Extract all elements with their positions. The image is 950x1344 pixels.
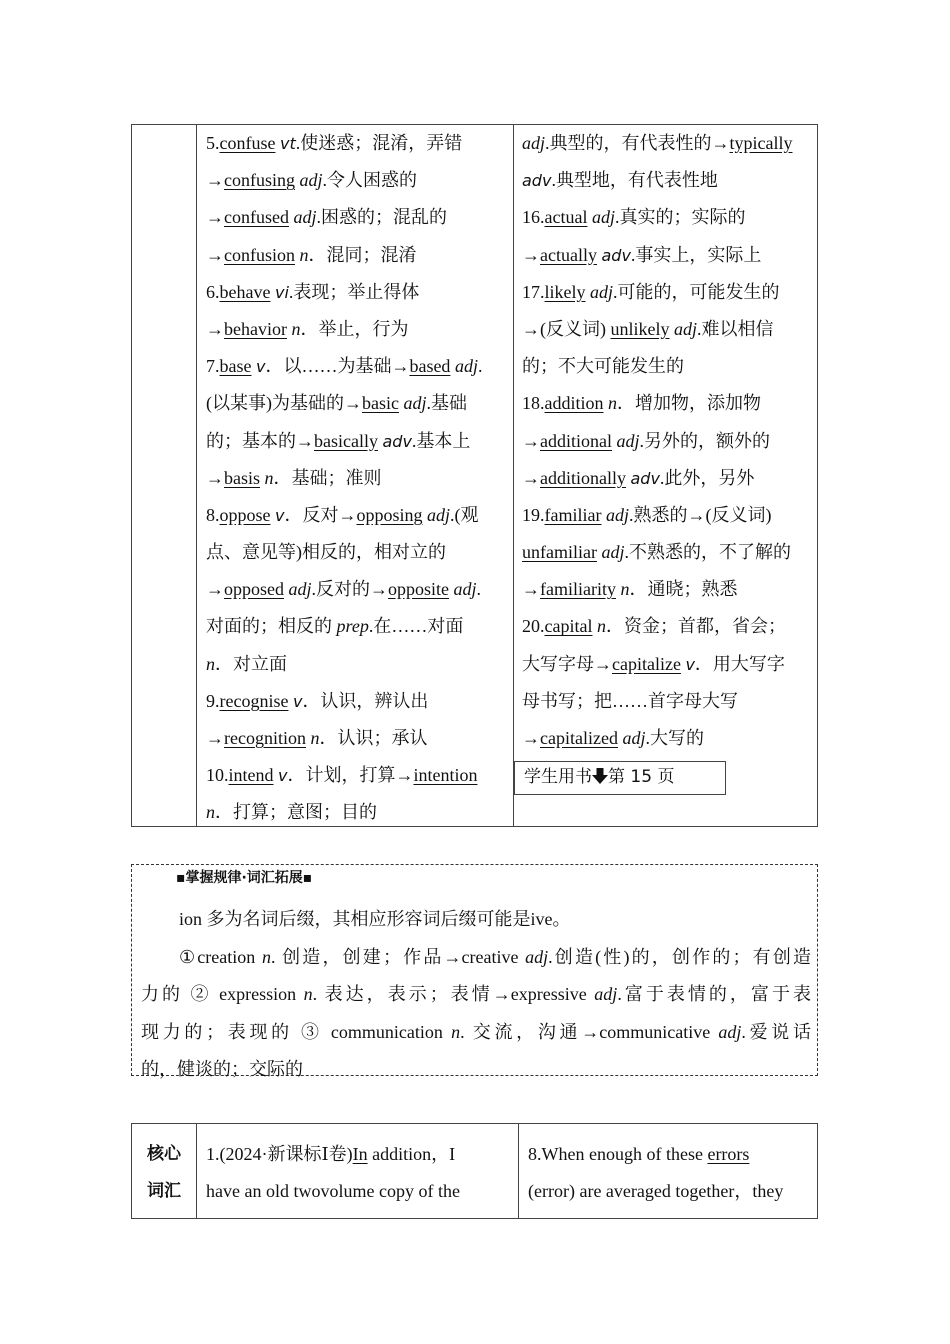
vocab-word: unfamiliar [522,542,597,563]
text-run: → [206,244,224,265]
text-run: ．以……为基础→ [265,356,410,377]
vocab-word: basically [314,430,378,451]
vocab-word: addition [544,393,604,414]
part-of-speech: adj [594,984,618,1004]
text-run: .令人困惑的 [322,170,418,191]
vocab-word: actually [540,244,597,265]
text-run: 的；基本的→ [206,430,314,451]
vocab-word: unlikely [610,318,670,339]
text-run: 的，健谈的；交际的 [141,1059,303,1079]
part-of-speech: adj [525,946,549,967]
text-line [206,794,512,831]
text-line [206,125,512,162]
table-divider [518,1124,519,1218]
vocab-word: familiar [544,504,602,525]
vocab-word: familiarity [540,579,616,600]
part-of-speech: prep [336,616,369,637]
text-run: 对面的；相反的 [206,616,337,637]
text-run: .事实上，实际上 [630,244,762,265]
text-run: .富于表情的，富于表 [617,984,811,1004]
text-run: ．举止，行为 [300,318,409,339]
text-run: ．通晓；熟悉 [629,579,738,600]
text-run: 7. [206,356,220,377]
vocab-word: opposing [356,504,423,525]
text-line [206,311,512,348]
text-run: have an old twovolume copy of the [206,1181,460,1202]
text-run: ．计划，打算→ [287,765,414,786]
part-of-speech: adv [630,468,660,488]
text-run: .真实的；实际的 [615,207,746,228]
text-run: .表现；举止得体 [288,281,420,302]
text-run: → [522,244,540,265]
text-line [206,757,512,794]
example-left [206,1136,516,1210]
vocab-word: intend [228,765,274,786]
text-line [206,385,512,422]
text-line [522,683,818,720]
text-line [206,1136,516,1173]
text-run: ．增加物，添加物 [617,393,761,414]
text-run: .难以相信 [697,318,774,339]
text-run: → [206,207,224,228]
vocab-word: basic [362,393,399,414]
text-line [522,237,818,274]
part-of-speech: v [685,654,695,674]
text-run: . 交流，沟通→communicative [460,1021,719,1042]
text-line [522,608,818,645]
text-run: 8. [206,504,220,525]
part-of-speech: n [206,802,215,823]
text-run: 10. [206,765,229,786]
text-run: .使迷惑；混淆，弄错 [295,133,463,153]
text-run: .不熟悉的，不了解的 [624,542,791,563]
part-of-speech: n [264,467,274,488]
part-of-speech: n [206,653,215,674]
table-divider [196,1124,197,1218]
text-line [522,460,818,497]
text-run: 6. [206,281,220,302]
vocab-word: behave [219,281,271,302]
text-run: 20. [522,616,545,637]
vocab-word: additional [540,430,612,451]
part-of-speech: v [255,357,266,377]
part-of-speech: adj [622,728,646,748]
rule-expansion-box [131,864,818,1079]
vocab-word: confuse [219,133,276,153]
part-of-speech: adv [601,245,631,265]
part-of-speech: adj [426,504,450,525]
text-run: → [522,430,540,451]
text-run: ．认识，辨认出 [302,690,429,711]
vocab-word: typically [729,133,793,153]
vocab-word: based [409,356,451,377]
text-run: 母书写；把……首字母大写 [522,690,738,711]
text-run: ①creation [179,946,262,967]
text-run: → [522,467,540,488]
part-of-speech: n [261,946,271,967]
text-run: (error) are averaged together，they [528,1181,784,1202]
text-line [522,497,818,534]
text-line [206,683,512,720]
text-line [522,199,818,236]
text-run: → [206,318,224,339]
text-run: .大写的 [645,728,704,748]
text-line [528,1136,818,1173]
rule-line [141,1051,811,1089]
text-run: .基本上 [411,430,471,451]
table-divider [196,125,197,826]
text-line [206,1173,516,1210]
text-run: . [477,356,483,377]
text-line [206,497,512,534]
part-of-speech: adj [601,542,625,563]
text-line [206,608,512,645]
part-of-speech: n [608,393,617,414]
text-line [206,646,512,683]
part-of-speech: v [292,691,303,711]
text-run: .在……对面 [368,616,464,637]
text-line [522,720,818,757]
text-line [206,571,512,608]
vocab-column-left [206,125,512,832]
text-run: .可能的，可能发生的 [613,281,780,302]
text-run: 18. [522,393,545,414]
part-of-speech: adj [453,579,477,600]
part-of-speech: vt [279,134,296,153]
text-run: 现力的；表现的 ③ communication [141,1021,452,1042]
text-line [206,274,512,311]
reference-page: 第 15 页 [608,767,675,787]
part-of-speech: n [303,984,313,1004]
part-of-speech: adj [718,1021,742,1042]
text-run: ．基础；准则 [273,467,382,488]
vocab-word: recognise [219,690,289,711]
text-line [522,423,818,460]
vocab-word: confusion [224,244,295,265]
text-run: ．打算；意图；目的 [215,802,377,823]
text-line [522,348,818,385]
text-line [206,199,512,236]
arrow-down-icon [592,767,608,784]
vocab-word: base [219,356,252,377]
text-run: ．混同；混淆 [308,244,417,265]
vocab-word: confused [224,207,289,228]
vocab-word: capitalize [612,653,681,674]
vocab-word: oppose [219,504,271,525]
part-of-speech: v [278,766,288,786]
text-run: .(观 [450,504,479,525]
text-run: ．用大写字 [694,653,785,674]
rule-box-body [141,901,811,1089]
part-of-speech: n [310,728,320,748]
text-line [206,348,512,385]
text-line [522,534,818,571]
reference-prefix: 学生用书 [524,767,592,787]
text-run: → [206,579,224,600]
text-run: ．资金；首都，省会； [605,616,786,637]
text-line [206,460,512,497]
text-run: addition，I [367,1144,456,1164]
text-line [522,274,818,311]
vocab-word: actual [544,207,588,228]
vocab-word: opposed [224,579,284,600]
text-run: 17. [522,281,545,302]
text-run: 9. [206,690,220,711]
part-of-speech: adv [382,431,412,451]
text-run: → [206,728,224,748]
vocab-table [131,124,818,827]
table-divider [513,125,514,826]
text-run: .另外的，额外的 [639,430,770,451]
part-of-speech: adj [605,504,629,525]
core-vocab-label [132,1136,196,1210]
text-line [206,162,512,199]
text-run: 19. [522,504,545,525]
text-run: → [206,170,224,191]
vocab-word: additionally [540,467,626,488]
text-line [206,720,512,757]
text-line [206,237,512,274]
core-vocab-table [131,1123,818,1219]
part-of-speech: n [620,579,630,600]
part-of-speech: adj [616,430,640,451]
text-run: 点、意见等)相反的，相对立的 [206,542,446,563]
text-run: → [522,579,540,600]
text-run: ion 多为名词后缀，其相应形容词后缀可能是ive。 [179,909,571,929]
text-line [522,125,818,162]
part-of-speech: adj [288,579,312,600]
part-of-speech: n [299,244,309,265]
part-of-speech: n [596,616,606,637]
text-line [522,385,818,422]
text-run: 力的 ② expression [141,984,304,1004]
part-of-speech: adj [674,318,698,339]
vocab-word: opposite [388,579,450,600]
text-line [522,646,818,683]
text-run: .反对的→ [311,579,389,600]
text-line [206,534,512,571]
part-of-speech: adj [522,133,546,153]
text-run: .基础 [426,393,467,414]
rule-box-title: ▪掌握规律·词汇拓展▪ [176,870,313,886]
text-run: ．对立面 [215,653,287,674]
text-run: 的；不大可能发生的 [522,356,684,377]
text-run: 大写字母→ [522,653,612,674]
vocab-word: capital [544,616,593,637]
vocab-column-right [522,125,818,757]
part-of-speech: adj [591,207,615,228]
vocab-word: errors [707,1144,750,1164]
page-reference-box [514,761,726,795]
vocab-word: intention [413,765,478,786]
rule-line [141,1014,811,1052]
rule-line [141,901,811,939]
text-run: .熟悉的→(反义词) [629,504,772,525]
part-of-speech: v [275,505,285,525]
vocab-word: behavior [224,318,287,339]
part-of-speech: n [451,1021,461,1042]
text-run: .典型的，有代表性的→ [545,133,730,153]
text-line [522,162,818,199]
text-run: .爱说话 [741,1021,811,1042]
text-run: .创造(性)的，创作的；有创造 [548,946,811,967]
text-line [206,423,512,460]
text-run: 5. [206,133,220,153]
vocab-word: In [352,1144,368,1164]
core-label-line: 词汇 [147,1181,181,1201]
part-of-speech: adv [522,171,552,191]
vocab-word: likely [544,281,586,302]
text-run: . 创造，创建；作品→creative [270,946,526,967]
text-line [528,1173,818,1210]
part-of-speech: adj [454,356,478,377]
text-run: →(反义词) [522,318,611,339]
text-run: 1.(2024·新课标Ⅰ卷) [206,1144,353,1164]
text-run: 16. [522,207,545,228]
example-right [528,1136,818,1210]
text-run: ．反对→ [284,504,357,525]
part-of-speech: adj [293,207,317,228]
vocab-word: confusing [224,170,295,191]
core-label-line: 核心 [147,1144,181,1164]
vocab-word: capitalized [540,728,618,748]
text-run: . 表达，表示；表情→expressive [312,984,595,1004]
text-run: .此外，另外 [659,467,755,488]
text-line [522,571,818,608]
text-run: .困惑的；混乱的 [316,207,447,228]
vocab-word: basis [224,467,260,488]
rule-line [141,976,811,1014]
text-run: .典型地，有代表性地 [551,170,718,191]
rule-line [141,939,811,977]
text-run: ．认识；承认 [319,728,428,748]
part-of-speech: adj [403,393,427,414]
text-run: → [206,467,224,488]
part-of-speech: n [291,318,301,339]
text-run: → [522,728,540,748]
text-run: . [476,579,482,600]
text-run: 8.When enough of these [528,1144,708,1164]
text-run: (以某事)为基础的→ [206,393,362,414]
part-of-speech: adj [590,281,614,302]
part-of-speech: vi [274,282,289,302]
part-of-speech: adj [299,170,323,191]
text-line [522,311,818,348]
vocab-word: recognition [224,728,306,748]
